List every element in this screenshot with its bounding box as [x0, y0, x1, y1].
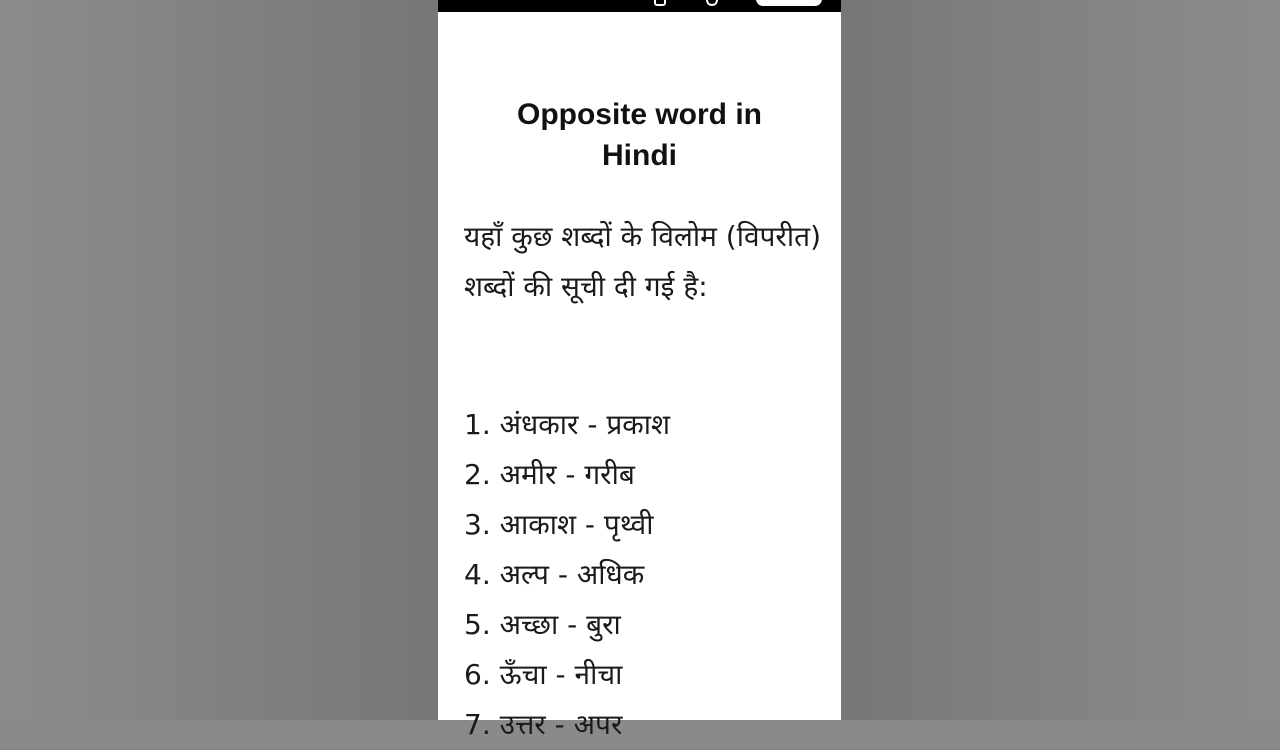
- list-item: 4. अल्प - अधिक: [464, 558, 645, 591]
- status-bar: [438, 0, 841, 12]
- list-item: 7. उत्तर - अपर: [464, 708, 623, 741]
- list-item: 6. ऊँचा - नीचा: [464, 658, 623, 691]
- opposite-word-list: [464, 400, 834, 750]
- wifi-icon: [706, 0, 718, 6]
- intro-text: यहाँ कुछ शब्दों के विलोम (विपरीत) शब्दों की सूची दी गई है:: [464, 220, 822, 303]
- list-item: 5. अच्छा - बुरा: [464, 608, 621, 641]
- background-blur-left: [0, 0, 438, 720]
- list-item: 2. अमीर - गरीब: [464, 458, 635, 491]
- battery-icon: [654, 0, 666, 6]
- background-blur-right: [841, 0, 1280, 720]
- phone-screen: [438, 0, 841, 741]
- page-title: Opposite word in Hindi: [517, 98, 762, 172]
- list-item: 1. अंधकार - प्रकाश: [464, 408, 671, 441]
- list-item: 3. आकाश - पृथ्वी: [464, 508, 654, 541]
- status-pill: [756, 0, 822, 6]
